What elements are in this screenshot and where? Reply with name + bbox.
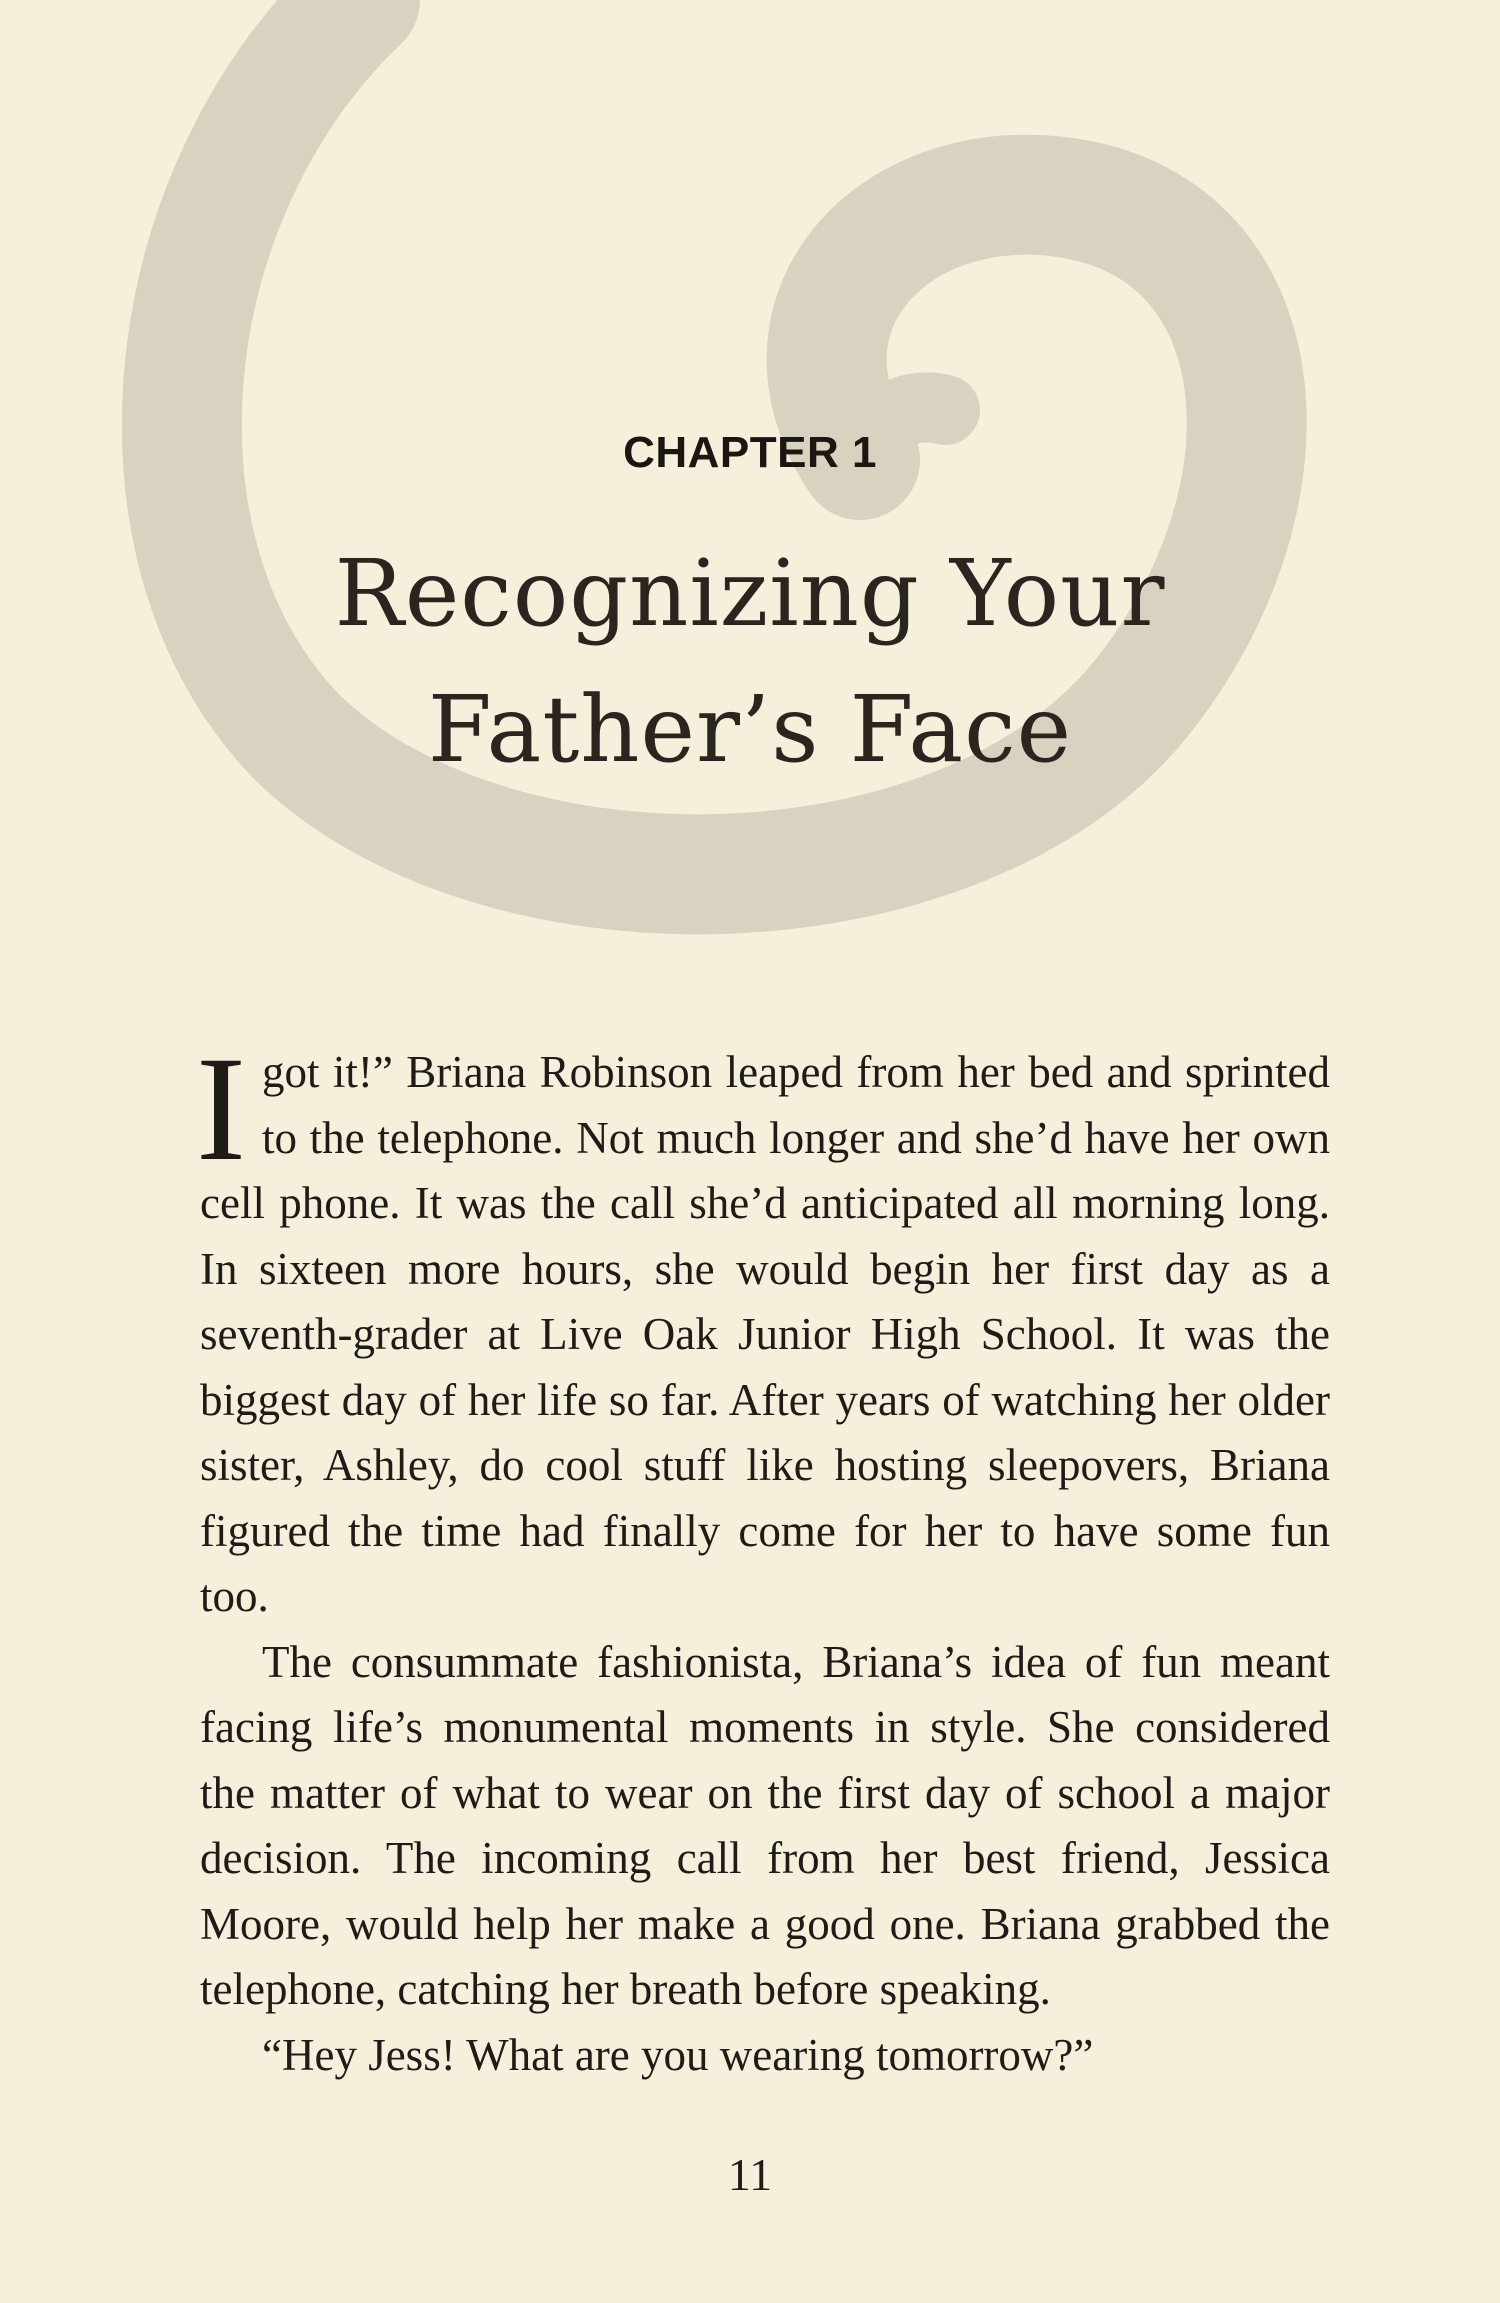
chapter-title-line-2: Father’s Face (427, 676, 1073, 783)
chapter-title-line-1: Recognizing Your (334, 540, 1166, 647)
body-text (196, 1026, 1330, 2088)
page-number: 11 (727, 2149, 773, 2200)
drop-cap: I (196, 1026, 246, 1192)
chapter-label: CHAPTER 1 (623, 428, 877, 477)
paragraph-1-text: got it!” Briana Robinson leaped from her bed and sprinted to the telephone. Not much longer and she’d have her own cell phone. It was the call she’d anticipated all morning long. In sixteen more hours, she would begin her first day as a seventh-grader at Live Oak Junior High School. It was the biggest day of her life so far. After years of watching her older sister, Ashley, do cool stuff like hosting sleepovers, Briana figured the time had finally come for her to have some fun too. (200, 1047, 1330, 1621)
paragraph-3: “Hey Jess! What are you wearing tomorrow?” (262, 2029, 1094, 2080)
decorative-swirl (0, 0, 1500, 1000)
paragraph-1 (196, 1026, 1330, 1630)
paragraph-2: The consummate fashionista, Briana’s idea of fun meant facing life’s monumental moments in style. She considered the matter of what to wear on the first day of school a major decision. The incoming call from her best friend, Jessica Moore, would help her make a good one. Briana grabbed the telephone, catching her breath before speaking. (200, 1636, 1330, 2014)
